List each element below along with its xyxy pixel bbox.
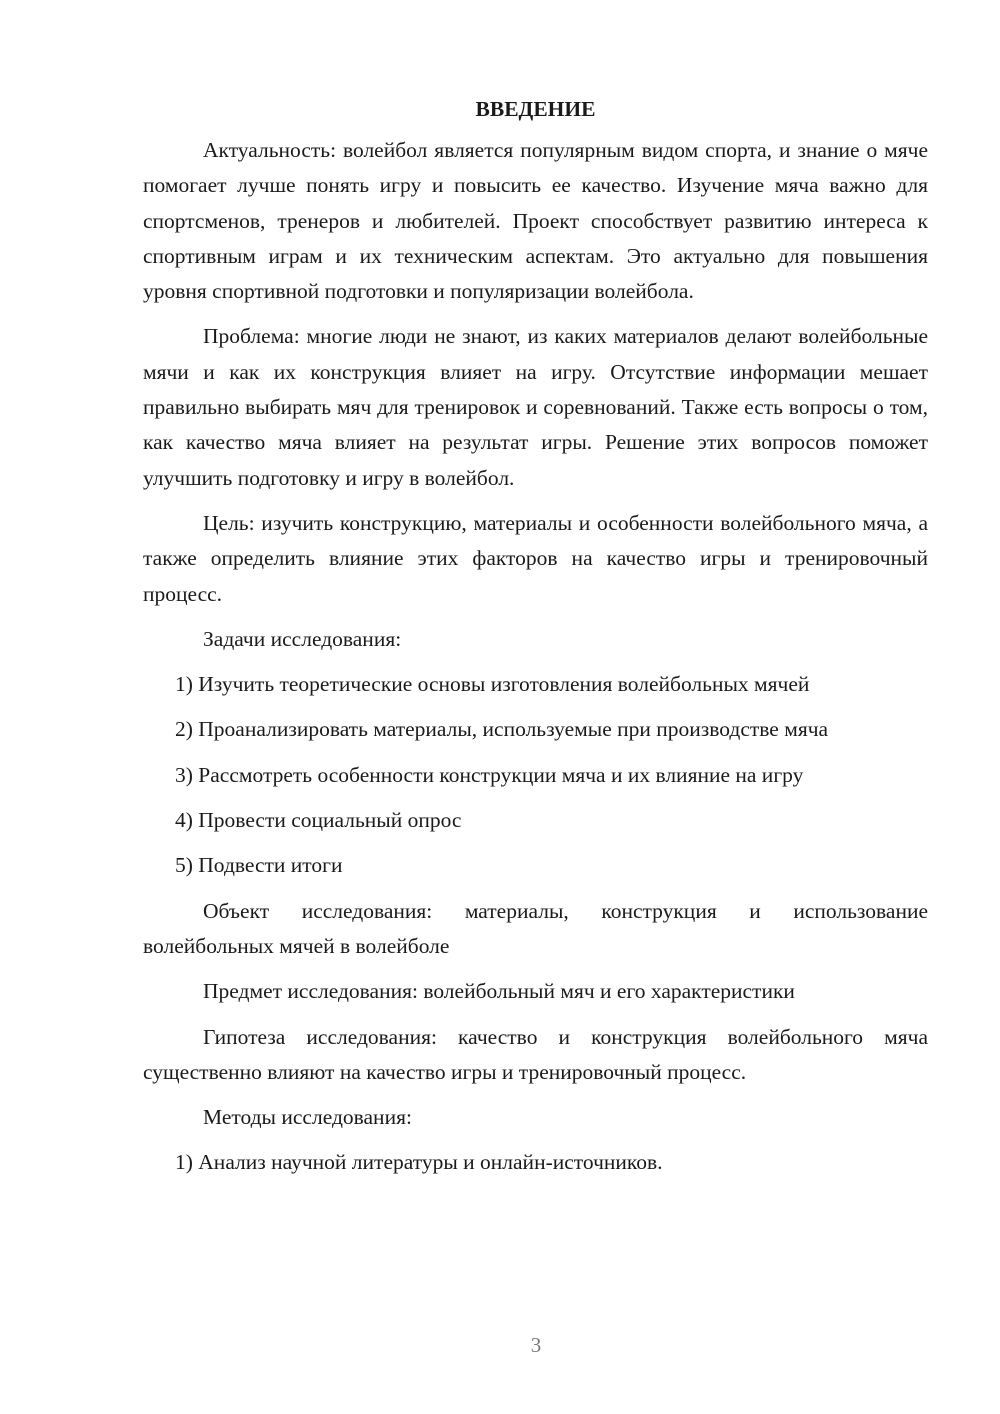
task-item-2: 2) Проанализировать материалы, используемые при производстве мяча: [175, 717, 829, 742]
object-paragraph: Объект исследования: материалы, конструкция и использование волейбольных мячей в волейболе: [143, 898, 928, 958]
relevance-paragraph: Актуальность: волейбол является популярным видом спорта, и знание о мяче помогает лучше понять игру и повысить ее качество. Изучение мяча важно для спортсменов, тренеров и любителей. Проект способствует развитию интереса к спортивным играм и их техническим аспектам. Это актуально для повышения уровня спортивной подготовки и популяризации волейбола.: [143, 138, 928, 304]
problem-paragraph: Проблема: многие люди не знают, из каких материалов делают волейбольные мячи и как их конструкция влияет на игру. Отсутствие информации мешает правильно выбирать мяч для тренировок и соревнований. Также есть вопросы о том, как качество мяча влияет на результат игры. Решение этих вопросов поможет улучшить подготовку и игру в волейбол.: [143, 324, 928, 490]
page-content: [143, 92, 928, 1191]
section-title: ВВЕДЕНИЕ: [475, 97, 596, 121]
method-item-1: 1) Анализ научной литературы и онлайн-источников.: [175, 1150, 663, 1175]
page-number: 3: [530, 1333, 542, 1357]
task-item-3: 3) Рассмотреть особенности конструкции мяча и их влияние на игру: [175, 762, 804, 787]
subject-paragraph: Предмет исследования: волейбольный мяч и его характеристики: [203, 979, 795, 1004]
tasks-heading: Задачи исследования:: [203, 626, 402, 651]
hypothesis-paragraph: Гипотеза исследования: качество и конструкция волейбольного мяча существенно влияют на качество игры и тренировочный процесс.: [143, 1024, 928, 1084]
goal-paragraph: Цель: изучить конструкцию, материалы и особенности волейбольного мяча, а также определить влияние этих факторов на качество игры и тренировочный процесс.: [143, 510, 928, 606]
methods-heading: Методы исследования:: [203, 1105, 412, 1130]
task-item-5: 5) Подвести итоги: [175, 853, 343, 878]
task-item-1: 1) Изучить теоретические основы изготовления волейбольных мячей: [175, 672, 810, 697]
task-item-4: 4) Провести социальный опрос: [175, 808, 462, 833]
